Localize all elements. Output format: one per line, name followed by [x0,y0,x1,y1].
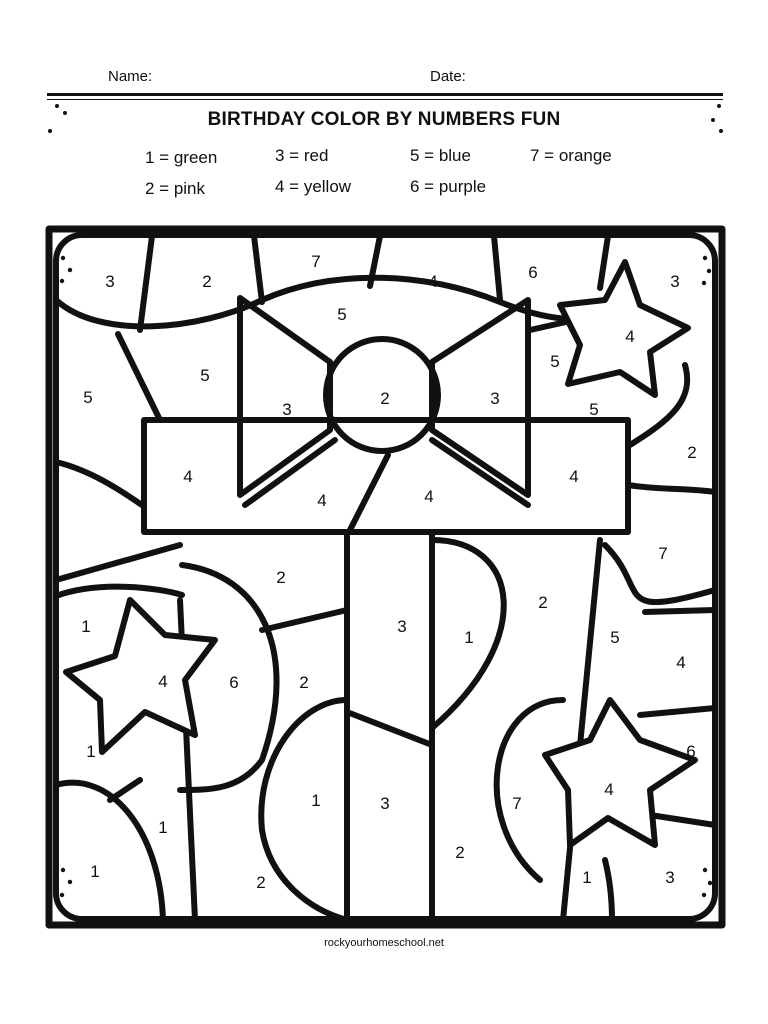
region-number: 4 [604,780,614,799]
region-number: 4 [625,327,635,346]
region-number: 3 [282,400,292,419]
confetti-dot [60,279,64,283]
date-label: Date: [430,68,466,85]
region-number: 7 [658,544,668,563]
footer-website: rockyourhomeschool.net [324,937,444,949]
region-number: 4 [569,467,579,486]
region-number: 3 [670,272,680,291]
region-number: 5 [610,628,620,647]
region-number: 2 [256,873,266,892]
star-top-right [560,262,688,395]
region-number: 3 [105,272,115,291]
star-bottom-right [545,700,695,845]
bow-left [240,298,330,495]
name-label: Name: [108,68,153,85]
region-number: 4 [158,672,168,691]
legend-item-7: 7 = orange [530,146,612,165]
region-number: 2 [687,443,697,462]
region-number: 6 [686,742,696,761]
legend-item-5: 5 = blue [410,146,471,165]
legend-item-4: 4 = yellow [275,177,352,196]
region-number: 1 [90,862,100,881]
region-number: 1 [81,617,91,636]
region-number: 2 [380,389,390,408]
region-number: 2 [276,568,286,587]
region-number: 3 [397,617,407,636]
region-number: 1 [311,791,321,810]
region-number: 5 [83,388,93,407]
region-number: 1 [158,818,168,837]
region-number: 1 [582,868,592,887]
region-number: 4 [317,491,327,510]
legend-item-1: 1 = green [145,148,218,167]
region-number: 4 [428,272,438,291]
region-number: 4 [424,487,434,506]
confetti-dot [60,893,64,897]
legend-item-6: 6 = purple [410,177,487,196]
worksheet-title: BIRTHDAY COLOR BY NUMBERS FUN [207,109,561,130]
region-number: 5 [589,400,599,419]
region-number: 3 [490,389,500,408]
region-number: 4 [183,467,193,486]
region-number: 2 [538,593,548,612]
region-number: 4 [676,653,686,672]
region-number: 7 [512,794,522,813]
region-number: 2 [202,272,212,291]
confetti-dot [708,881,712,885]
region-number: 3 [665,868,675,887]
region-number: 5 [200,366,210,385]
region-number: 1 [86,742,96,761]
region-number: 1 [464,628,474,647]
confetti-dot [68,268,72,272]
confetti-dot [61,868,65,872]
region-number: 5 [550,352,560,371]
legend-item-2: 2 = pink [145,179,206,198]
region-number: 6 [528,263,538,282]
confetti-dot [61,256,65,260]
region-number: 5 [337,305,347,324]
box-lid [144,420,628,532]
confetti-dot [702,893,706,897]
region-number: 7 [311,252,321,271]
region-number: 2 [455,843,465,862]
confetti-dot [707,269,711,273]
legend-item-3: 3 = red [275,146,329,165]
region-number: 6 [229,673,239,692]
region-number: 2 [299,673,309,692]
bow-right [432,300,528,495]
confetti-dot [68,880,72,884]
confetti-dot [703,256,707,260]
confetti-dot [703,868,707,872]
region-number: 3 [380,794,390,813]
confetti-dot [702,281,706,285]
